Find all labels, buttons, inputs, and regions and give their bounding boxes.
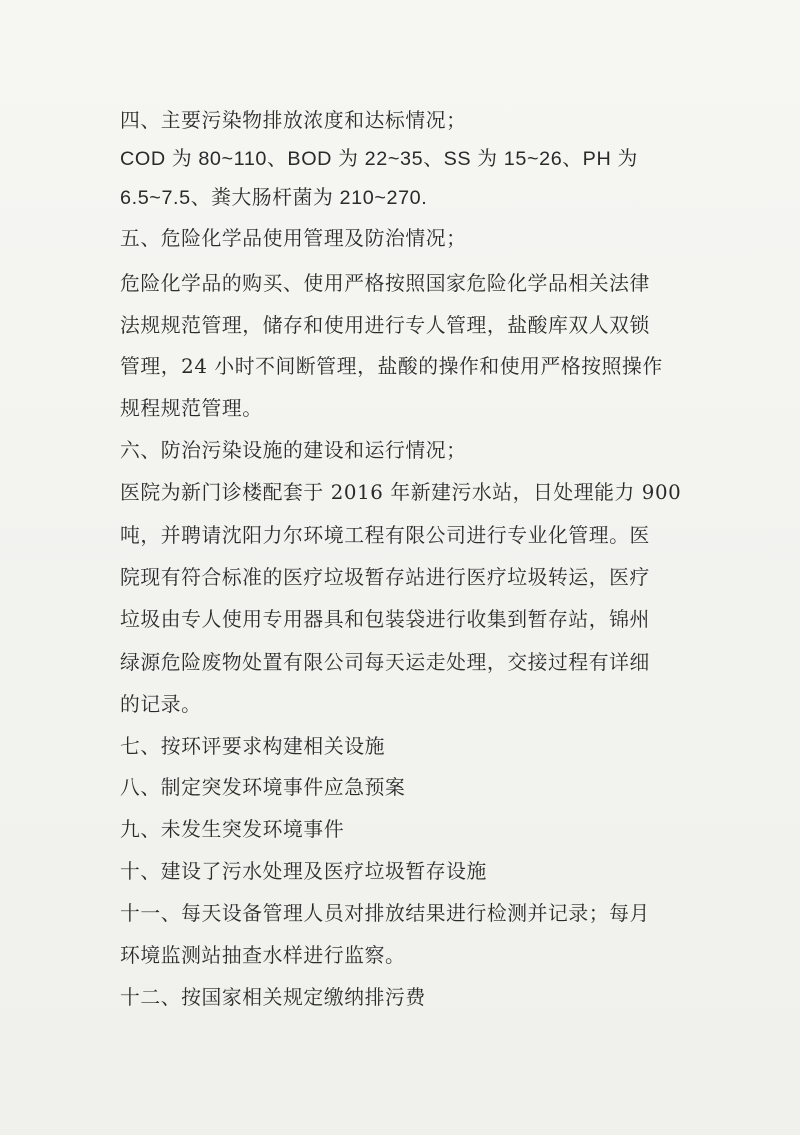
section-6-line-5: 绿源危险废物处置有限公司每天运走处理，交接过程有详细: [120, 651, 650, 674]
section-11-heading: 十一、每天设备管理人员对排放结果进行检测并记录；每月: [120, 902, 650, 925]
section-5-line-1: 危险化学品的购买、使用严格按照国家危险化学品相关法律: [120, 272, 650, 295]
section-8-heading: 八、制定突发环境事件应急预案: [120, 776, 406, 799]
section-6-heading: 六、防治污染设施的建设和运行情况；: [120, 439, 467, 462]
section-6-line-3: 院现有符合标准的医疗垃圾暂存站进行医疗垃圾转运，医疗: [120, 566, 650, 589]
section-6-line-6: 的记录。: [120, 693, 202, 716]
section-4-line-2: 6.5~7.5、粪大肠杆菌为 210~270.: [120, 187, 428, 209]
section-5-line-3: 管理，24 小时不间断管理，盐酸的操作和使用严格按照操作: [120, 355, 663, 378]
section-4-line-1: COD 为 80~110、BOD 为 22~35、SS 为 15~26、PH 为: [120, 148, 638, 170]
section-4-heading: 四、主要污染物排放浓度和达标情况；: [120, 109, 467, 132]
section-9-heading: 九、未发生突发环境事件: [120, 818, 345, 841]
section-6-line-2: 吨，并聘请沈阳力尔环境工程有限公司进行专业化管理。医: [120, 524, 650, 547]
section-6-line-4: 垃圾由专人使用专用器具和包装袋进行收集到暂存站，锦州: [120, 608, 650, 631]
section-5-line-2: 法规规范管理，储存和使用进行专人管理，盐酸库双人双锁: [120, 314, 650, 337]
section-11-line-1: 环境监测站抽查水样进行监察。: [120, 944, 406, 967]
section-12-heading: 十二、按国家相关规定缴纳排污费: [120, 986, 426, 1009]
section-5-line-4: 规程规范管理。: [120, 397, 263, 420]
section-6-line-1: 医院为新门诊楼配套于 2016 年新建污水站，日处理能力 900: [120, 481, 682, 504]
section-7-heading: 七、按环评要求构建相关设施: [120, 735, 385, 758]
section-5-heading: 五、危险化学品使用管理及防治情况；: [120, 227, 467, 250]
section-10-heading: 十、建设了污水处理及医疗垃圾暂存设施: [120, 860, 487, 883]
